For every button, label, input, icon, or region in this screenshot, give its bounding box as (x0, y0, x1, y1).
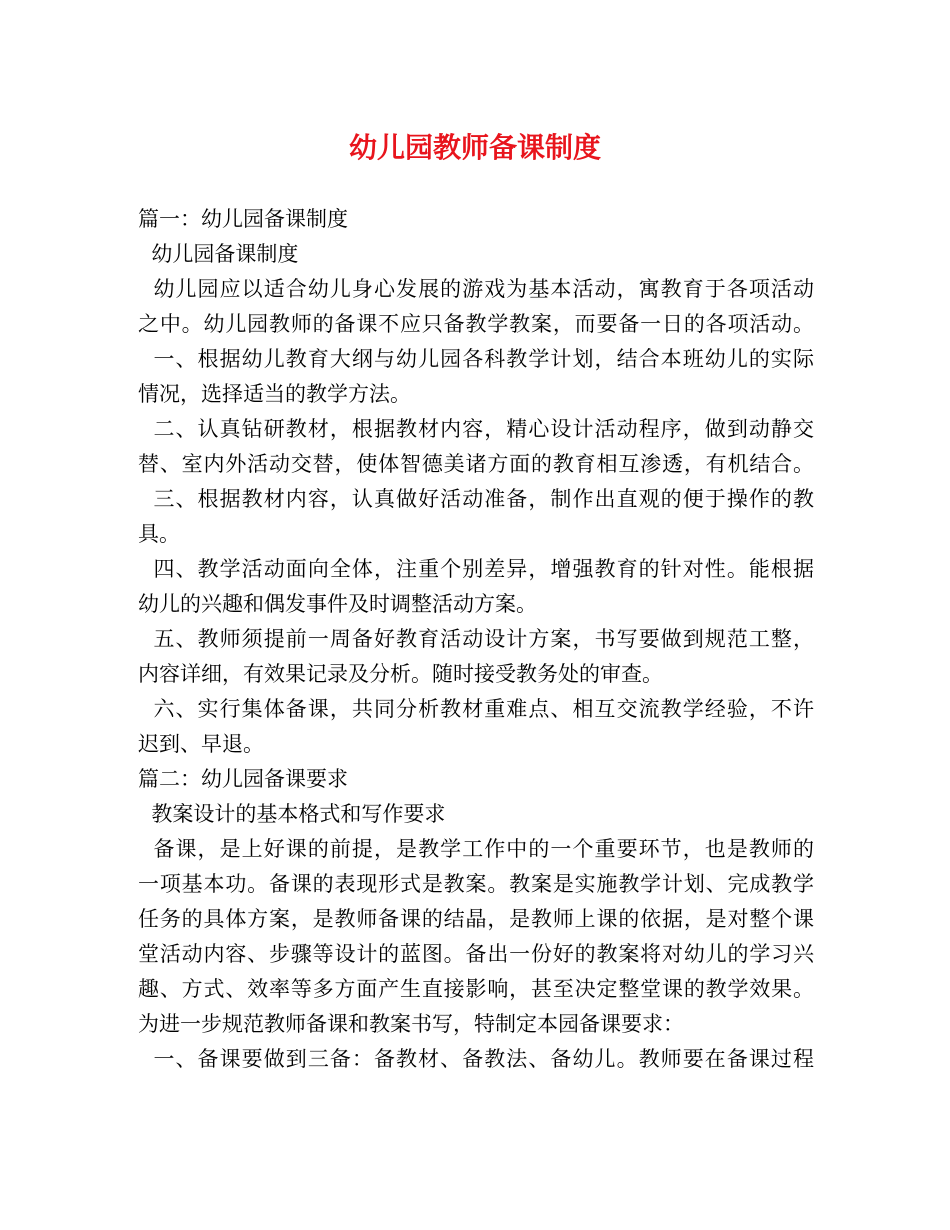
text-line: 教案设计的基本格式和写作要求 (138, 802, 446, 826)
text-line: 五、教师须提前一周备好教育活动设计方案，书写要做到规范工整， (138, 627, 814, 651)
text-line: 为进一步规范教师备课和教案书写，特制定本园备课要求： (138, 1012, 684, 1036)
text-line: 堂活动内容、步骤等设计的蓝图。备出一份好的教案将对幼儿的学习兴 (138, 942, 814, 966)
text-line: 一项基本功。备课的表现形式是教案。教案是实施教学计划、完成教学 (138, 872, 814, 896)
text-line: 迟到、早退。 (138, 732, 264, 756)
text-line: 具。 (138, 522, 180, 546)
document-title: 幼儿园教师备课制度 (348, 131, 601, 164)
text-line: 三、根据教材内容，认真做好活动准备，制作出直观的便于操作的教 (138, 487, 814, 511)
text-line: 篇二：幼儿园备课要求 (138, 767, 348, 791)
text-line: 替、室内外活动交替，使体智德美诸方面的教育相互渗透，有机结合。 (138, 452, 814, 476)
text-line: 一、根据幼儿教育大纲与幼儿园各科教学计划，结合本班幼儿的实际 (138, 347, 814, 371)
text-line: 情况，选择适当的教学方法。 (138, 382, 411, 406)
text-line: 之中。幼儿园教师的备课不应只备教学教案，而要备一日的各项活动。 (138, 312, 814, 336)
text-line: 一、备课要做到三备：备教材、备教法、备幼儿。教师要在备课过程 (138, 1047, 814, 1071)
text-line: 六、实行集体备课，共同分析教材重难点、相互交流教学经验，不许 (138, 697, 814, 721)
text-line: 内容详细，有效果记录及分析。随时接受教务处的审查。 (138, 662, 663, 686)
text-line: 趣、方式、效率等多方面产生直接影响，甚至决定整堂课的教学效果。 (138, 977, 814, 1001)
text-line: 幼儿的兴趣和偶发事件及时调整活动方案。 (138, 592, 537, 616)
document-body (138, 202, 814, 1077)
text-line: 四、教学活动面向全体，注重个别差异，增强教育的针对性。能根据 (138, 557, 814, 581)
text-line: 备课，是上好课的前提，是教学工作中的一个重要环节，也是教师的 (138, 837, 814, 861)
text-line: 篇一：幼儿园备课制度 (138, 207, 348, 231)
text-line: 幼儿园备课制度 (138, 242, 299, 266)
text-line: 任务的具体方案，是教师备课的结晶，是教师上课的依据，是对整个课 (138, 907, 814, 931)
text-line: 幼儿园应以适合幼儿身心发展的游戏为基本活动，寓教育于各项活动 (138, 277, 814, 301)
text-line: 二、认真钻研教材，根据教材内容，精心设计活动程序，做到动静交 (138, 417, 814, 441)
